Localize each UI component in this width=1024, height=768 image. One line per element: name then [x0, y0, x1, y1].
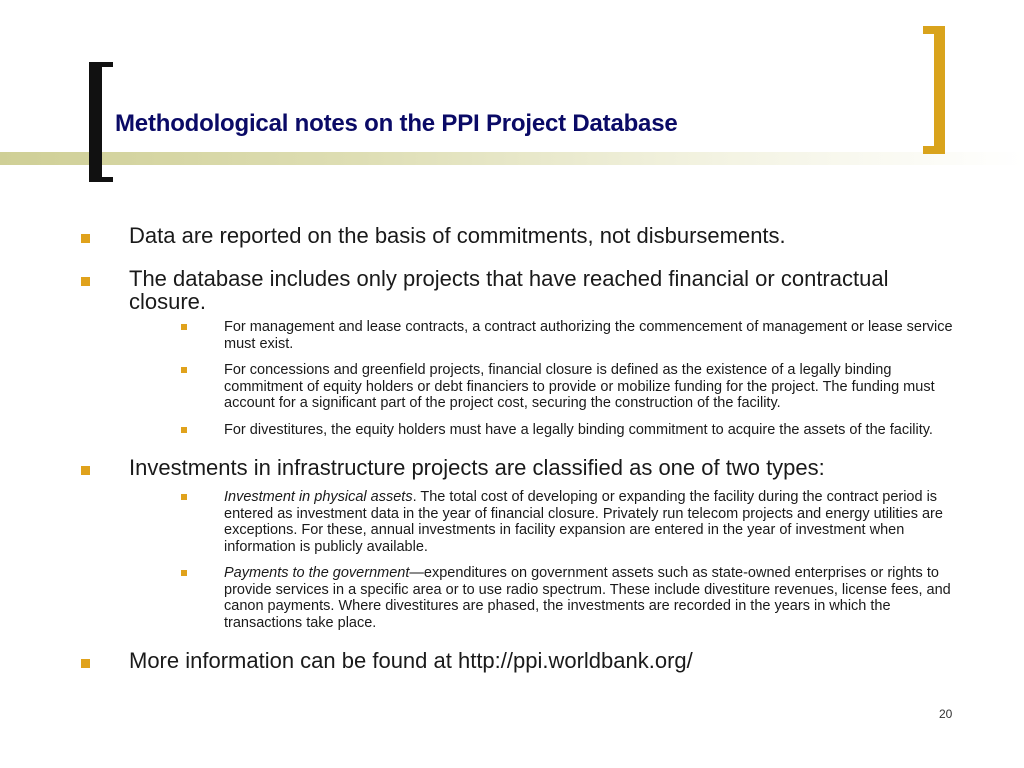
- sub-bullet-management-lease: [224, 319, 960, 352]
- bullet-investment-types: [129, 456, 929, 479]
- sub-bullet-divestitures: [224, 422, 960, 439]
- slide-title: Methodological notes on the PPI Project Database: [115, 110, 678, 137]
- term-physical-assets: Investment in physical assets: [224, 489, 413, 505]
- bullet-closure: [129, 267, 929, 313]
- sub-bullet-square-icon: [181, 494, 187, 500]
- sub-bullet-text: For management and lease contracts, a contract authorizing the commencement of management or lease service must exist.: [224, 319, 953, 352]
- term-payments-government: Payments to the government: [224, 565, 410, 581]
- bullet-more-info: [129, 649, 929, 672]
- left-bracket-decoration: [89, 62, 102, 182]
- right-bracket-decoration: [934, 26, 945, 154]
- bullet-square-icon: [81, 466, 90, 475]
- bullet-square-icon: [81, 659, 90, 668]
- page-number: 20: [939, 707, 953, 721]
- sub-bullet-text: For concessions and greenfield projects, financial closure is defined as the existence of a legally binding commitment of equity holders or debt financiers to provide or mobilize funding for the project. The funding must account for a significant part of the project cost, securing the construction of the facility.: [224, 362, 935, 411]
- bullet-square-icon: [81, 234, 90, 243]
- bullet-square-icon: [81, 277, 90, 286]
- bullet-text: Investments in infrastructure projects are classified as one of two types:: [129, 455, 825, 480]
- sub-bullet-text: For divestitures, the equity holders must have a legally binding commitment to acquire the assets of the facility.: [224, 421, 933, 438]
- bullet-text: More information can be found at http://ppi.worldbank.org/: [129, 648, 693, 673]
- sub-bullet-payments-government: [224, 565, 960, 631]
- sub-bullet-physical-assets: [224, 489, 960, 555]
- sub-bullet-square-icon: [181, 324, 187, 330]
- sub-bullet-square-icon: [181, 367, 187, 373]
- sub-bullet-text: —expenditures on government assets such as state-owned enterprises or rights to provide services in a specific area or to use radio spectrum. These include divestiture revenues, license fees, and canon payments. Where divestitures are phased, the investments are recorded in the years in which the transactions take place.: [224, 565, 951, 631]
- sub-bullet-text: . The total cost of developing or expanding the facility during the contract period is entered as investment data in the year of financial closure. Privately run telecom projects and energy utilities are exceptions. For these, annual investments in facility expansion are entered in the year of investment when information is publicly available.: [224, 489, 943, 555]
- sub-bullet-square-icon: [181, 570, 187, 576]
- sub-bullet-concessions: [224, 362, 960, 412]
- bullet-commitments: [129, 224, 929, 247]
- title-accent-band: [0, 152, 1024, 165]
- bullet-text: The database includes only projects that have reached financial or contractual closure.: [129, 266, 889, 314]
- slide-body: [0, 224, 1024, 672]
- bullet-text: Data are reported on the basis of commitments, not disbursements.: [129, 223, 786, 248]
- sub-bullet-square-icon: [181, 427, 187, 433]
